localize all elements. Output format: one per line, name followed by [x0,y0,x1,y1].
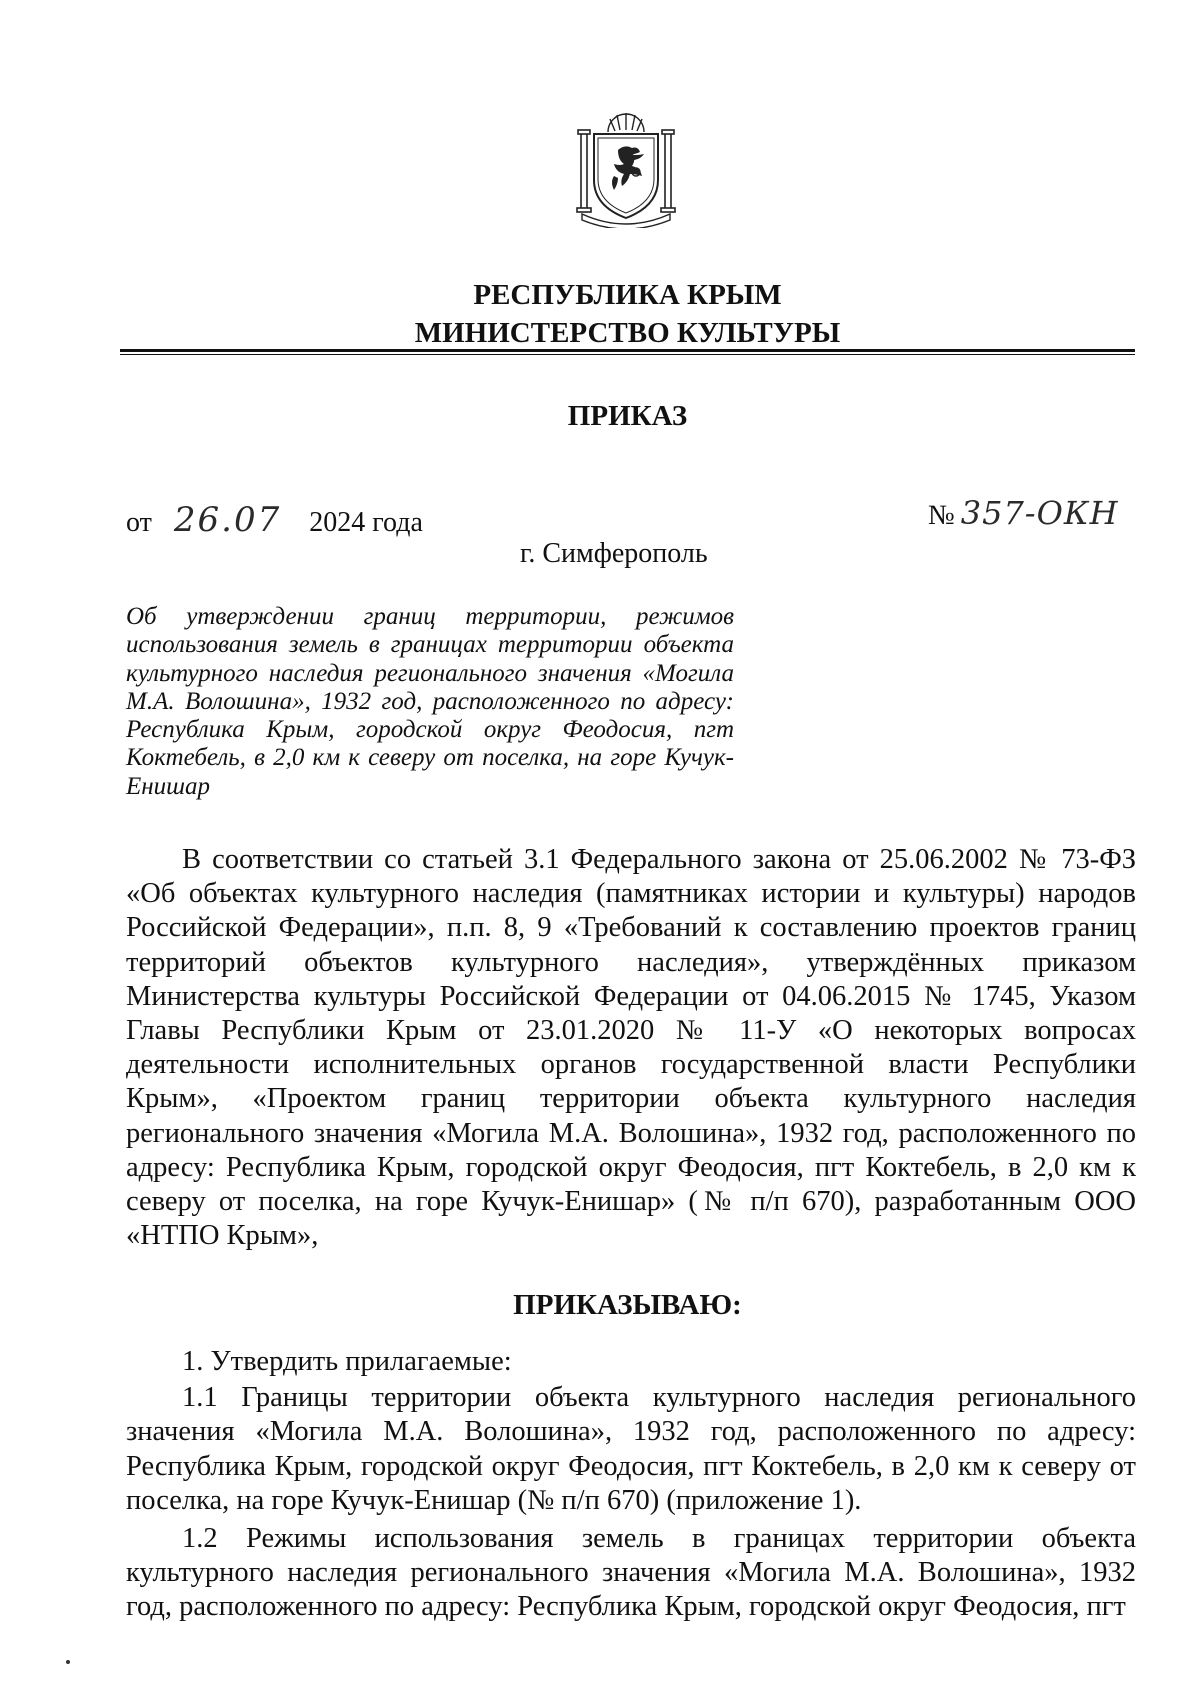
command-heading: ПРИКАЗЫВАЮ: [513,1289,742,1321]
number-prefix: № [928,500,955,531]
handwritten-date: 26.07 [173,500,282,540]
organization-header [120,276,1135,352]
order-date [126,500,423,540]
header-ministry: МИНИСТЕРСТВО КУЛЬТУРЫ [414,317,841,349]
preamble-paragraph: В соответствии со статьей 3.1 Федерального закона от 25.06.2002 № 73-ФЗ «Об объектах культурного наследия (памятниках истории и культуры) народов Российской Федерации», п.п. 8, 9 «Требований к составлению проектов границ территорий объектов культурного наследия», утверждённых приказом Министерства культуры Российской Федерации от 04.06.2015 № 1745, Указом Главы Республики Крым от 23.01.2020 № 11-У «О некоторых вопросах деятельности исполнительных органов государственной власти Республики Крым», «Проектом границ территории объекта культурного наследия регионального значения «Могила М.А. Волошина», 1932 год, расположенного по адресу: Республика Крым, городской округ Феодосия, пгт Коктебель, в 2,0 км к северу от поселка, на горе Кучук-Енишар» (№ п/п 670), разработанным ООО «НТПО Крым», [126,844,1136,1252]
order-item: 1. Утвердить прилагаемые: [182,1346,512,1377]
date-prefix: от [126,507,152,538]
order-item: 1.1 Границы территории объекта культурного наследия регионального значения «Могила М.А. Волошина», 1932 год, расположенного по адресу: Республика Крым, городской округ Феодосия, пгт Коктебель, в 2,0 км к северу от поселка, на горе Кучук-Енишар (№ п/п 670) (приложение 1). [126,1382,1136,1516]
header-divider-thin [120,354,1135,355]
date-year: 2024 года [309,507,423,538]
issue-city: г. Симферополь [520,538,708,569]
order-item: 1.2 Режимы использования земель в границах территории объекта культурного наследия регионального значения «Могила М.А. Волошина», 1932 год, расположенного по адресу: Республика Крым, городской округ Феодосия, пгт [126,1523,1136,1623]
handwritten-number: 357-ОКН [960,494,1119,532]
crimea-coat-of-arms-icon [570,110,682,228]
preamble-section [126,843,1136,1253]
header-divider-thick [120,349,1135,352]
order-subject: Об утверждении границ территории, режимов использования земель в границах территории объекта культурного наследия регионального значения «Могила М.А. Волошина», 1932 год, расположенного по адресу: Республика Крым, городской округ Феодосия, пгт Коктебель, в 2,0 км к северу от поселка, на горе Кучук-Енишар [126,603,734,800]
scan-mark [66,1660,70,1664]
order-number [928,494,1119,532]
order-items [126,1345,1136,1629]
header-republic: РЕСПУБЛИКА КРЫМ [473,279,782,311]
document-type-title: ПРИКАЗ [567,400,688,432]
